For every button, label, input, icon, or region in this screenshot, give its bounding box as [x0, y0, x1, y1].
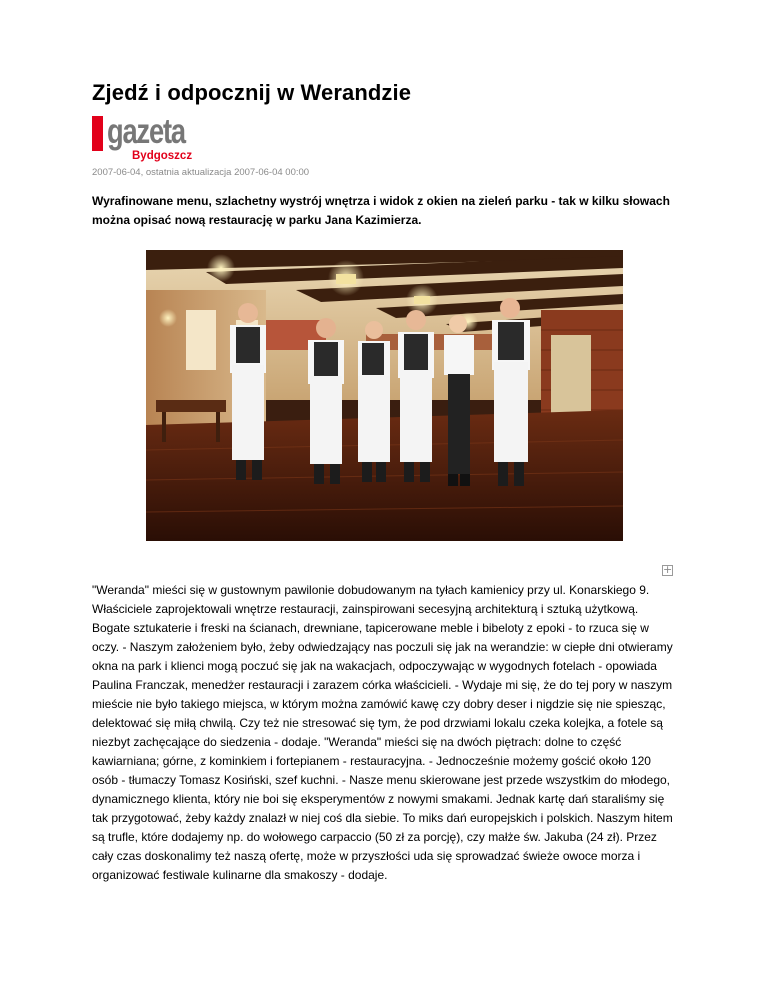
logo-city: Bydgoszcz [132, 150, 193, 162]
photo-illustration [146, 250, 623, 541]
article-body: "Weranda" mieści się w gustownym pawilonie dobudowanym na tyłach kamienicy przy ul. Konarskiego 9. Właściciele zaprojektowali wnętrze restauracji, zainspirowani secesyjną architekturą i sztuką użytkową. Bogate sztukaterie i freski na ścianach, drewniane, tapicerowane meble i bibeloty z epoki - to rzuca się w oczy. - Naszym założeniem było, żeby odwiedzający nas poczuli się jak na werandzie: w ciepłe dni otwieramy okna na park i klienci mogą poczuć się jak na wakacjach, odpoczywając w wygodnych fotelach - opowiada Paulina Franczak, menedżer restauracji i zarazem córka właścicieli. - Wydaje mi się, że do tej pory w naszym mieście nie było takiego miejsca, w którym można zamówić kawę czy dobry deser i nigdzie się nie spiesząc, delektować się miłą chwilą. Czy też nie stresować się tym, że pod drzwiami lokalu czeka kolejka, a fotele są niezbyt zachęcające do siedzenia - dodaje. "Weranda" mieści się na dwóch piętrach: dolne to część kawiarniana; górne, z kominkiem i fortepianem - restauracyjna. - Jednocześnie możemy gościć około 120 osób - tłumaczy Tomasz Kosiński, szef kuchni. - Nasze menu skierowane jest przede wszystkim do młodego, dynamicznego klienta, który nie boi się eksperymentów z nowymi smakami. Jednak kartę dań staraliśmy się tak przygotować, żeby każdy znalazł w niej coś dla siebie. To miks dań europejskich i polskich. Naszym hitem są trufle, które dodajemy np. do wołowego carpaccio (50 zł za porcję), czy małże św. Jakuba (24 zł). Przez cały czas doskonalimy też naszą ofertę, może w przyszłości uda się sprowadzać świeże owoce morza i organizować festiwale kulinarne dla smakoszy - dodaje. [92, 583, 673, 882]
gazeta-bydgoszcz-logo[interactable] [92, 112, 222, 166]
article-lead: Wyrafinowane menu, szlachetny wystrój wnętrza i widok z okien na zieleń parku - tak w kilku słowach można opisać nową restaurację w parku Jana Kazimierza. [92, 194, 670, 227]
restaurant-staff-photo[interactable] [146, 250, 623, 541]
enlarge-plus-icon[interactable]: + [663, 563, 673, 576]
article-title: Zjedź i odpocznij w Werandzie [92, 80, 412, 105]
logo-red-bar [92, 116, 103, 151]
logo-wordmark: gazeta [107, 112, 185, 151]
article-dateline: 2007-06-04, ostatnia aktualizacja 2007-06-04 00:00 [92, 167, 310, 178]
